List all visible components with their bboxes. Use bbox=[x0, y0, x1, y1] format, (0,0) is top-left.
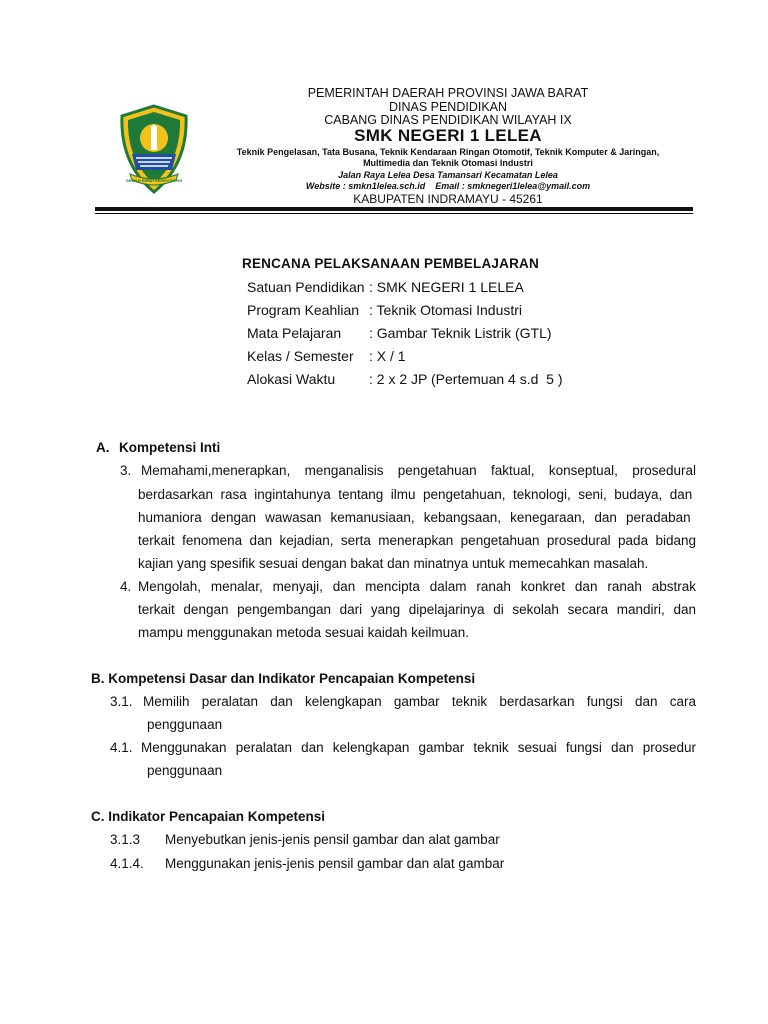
paragraph-line: berdasarkan rasa ingintahunya tentang ilmu pengetahuan, teknologi, seni, budaya, dan bbox=[138, 487, 693, 502]
paragraph-line: Memahami,menerapkan, menganalisis pengetahuan faktual, konseptual, prosedural bbox=[141, 463, 696, 478]
section-a-letter: A. bbox=[96, 440, 110, 455]
section-c-heading: C. Indikator Pencapaian Kompetensi bbox=[91, 809, 326, 824]
paragraph-line: Mengolah, menalar, menyaji, dan mencipta dalam ranah konkret dan ranah abstrak bbox=[138, 579, 696, 594]
paragraph-line: terkait fenomena dan kejadian, serta menerapkan pengetahuan prosedural pada bidang bbox=[138, 533, 696, 548]
info-label: Mata Pelajaran bbox=[247, 325, 342, 341]
school-contact: Website : smkn1lelea.sch.id Email : smknegeri1lelea@ymail.com bbox=[305, 181, 591, 191]
letterhead-line-2: DINAS PENDIDIKAN bbox=[388, 100, 508, 114]
item-number: 4.1.4. bbox=[110, 856, 144, 871]
info-label: Kelas / Semester bbox=[247, 348, 354, 364]
item-number: 4.1. bbox=[110, 740, 133, 755]
indicator-text: Menggunakan jenis-jenis pensil gambar dan alat gambar bbox=[165, 856, 505, 871]
paragraph-line: penggunaan bbox=[147, 717, 223, 732]
item-number: 4. bbox=[120, 579, 132, 594]
item-number: 3.1. bbox=[110, 694, 133, 709]
info-label: Program Keahlian bbox=[247, 302, 360, 318]
info-value: : Gambar Teknik Listrik (GTL) bbox=[369, 325, 552, 341]
letterhead-line-1: PEMERINTAH DAERAH PROVINSI JAWA BARAT bbox=[307, 86, 589, 100]
info-value: : X / 1 bbox=[369, 348, 406, 364]
letterhead-line-3: CABANG DINAS PENDIDIKAN WILAYAH IX bbox=[324, 113, 572, 127]
paragraph-line: Memilih peralatan dan kelengkapan gambar teknik berdasarkan fungsi dan cara bbox=[143, 694, 696, 709]
letterhead-rule-thin bbox=[95, 213, 693, 214]
section-b-heading: B. Kompetensi Dasar dan Indikator Pencapaian Kompetensi bbox=[91, 671, 476, 686]
info-value: : SMK NEGERI 1 LELEA bbox=[369, 279, 524, 295]
info-label: Satuan Pendidikan bbox=[247, 279, 365, 295]
paragraph-line: penggunaan bbox=[147, 763, 223, 778]
paragraph-line: terkait dengan pengembangan dari yang dipelajarinya di sekolah secara mandiri, dan bbox=[138, 602, 696, 617]
info-label: Alokasi Waktu bbox=[247, 371, 336, 387]
paragraph-line: Menggunakan peralatan dan kelengkapan gambar teknik sesuai fungsi dan prosedur bbox=[141, 740, 696, 755]
paragraph-line: mampu menggunakan metoda sesuai kaidah keilmuan. bbox=[138, 625, 469, 640]
item-number: 3. bbox=[120, 463, 132, 478]
item-number: 3.1.3 bbox=[110, 832, 141, 847]
emblem-motto: GEMAH RIPAH REPEH RAPIH bbox=[125, 178, 183, 183]
document-title: RENCANA PELAKSANAAN PEMBELAJARAN bbox=[242, 256, 539, 271]
school-name: SMK NEGERI 1 LELEA bbox=[354, 126, 542, 145]
programs-line-2: Multimedia dan Teknik Otomasi Industri bbox=[363, 158, 533, 168]
paragraph-line: kajian yang spesifik sesuai dengan bakat dan minatnya untuk memecahkan masalah. bbox=[138, 556, 649, 571]
school-address: Jalan Raya Lelea Desa Tamansari Kecamatan Lelea bbox=[338, 170, 558, 180]
indicator-text: Menyebutkan jenis-jenis pensil gambar dan alat gambar bbox=[165, 832, 500, 847]
info-value: : 2 x 2 JP (Pertemuan 4 s.d 5 ) bbox=[369, 371, 563, 387]
programs-line-1: Teknik Pengelasan, Tata Busana, Teknik Kendaraan Ringan Otomotif, Teknik Komputer & Jaringan, bbox=[236, 147, 660, 157]
letterhead-rule-thick bbox=[95, 207, 693, 211]
section-a-heading: Kompetensi Inti bbox=[119, 440, 221, 455]
paragraph-line: humaniora dengan wawasan kemanusiaan, kebangsaan, kenegaraan, dan peradaban bbox=[138, 510, 691, 525]
regency: KABUPATEN INDRAMAYU - 45261 bbox=[353, 192, 543, 206]
info-value: : Teknik Otomasi Industri bbox=[369, 302, 523, 318]
